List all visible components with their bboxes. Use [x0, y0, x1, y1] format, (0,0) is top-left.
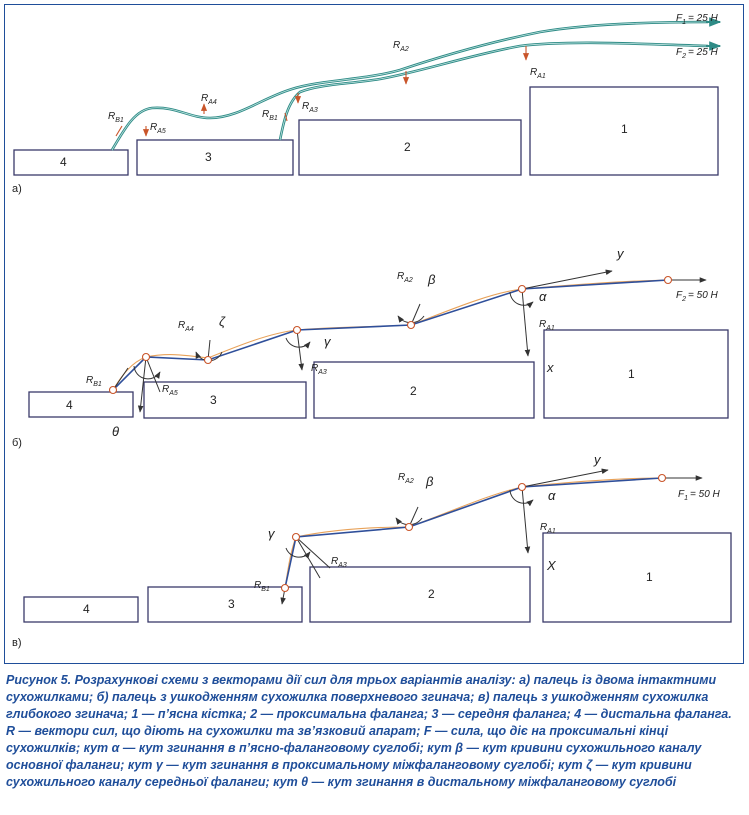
- joint-4-c: [519, 484, 526, 491]
- angle-theta-b: θ: [112, 424, 120, 439]
- bone-4-a: [14, 150, 128, 175]
- arc-alpha-b: [510, 292, 533, 305]
- bone-2-c: [310, 567, 530, 622]
- bone-label-3-a: 3: [205, 150, 212, 164]
- bone-label-1-a: 1: [621, 122, 628, 136]
- joint-7-b: [665, 277, 672, 284]
- bone-label-2-c: 2: [428, 587, 435, 601]
- axis-label-y-c: y: [594, 452, 601, 467]
- arc-gamma-c: [286, 548, 310, 557]
- label-ra1-a: $R_{A1}$: [530, 67, 546, 80]
- label-rb1-b: $R_{B1}$: [86, 375, 102, 388]
- joint-3-b: [205, 357, 212, 364]
- joint-2-b: [143, 354, 150, 361]
- label-rb1-middle-a: $R_{B1}$: [262, 109, 278, 122]
- panel-tag-a: а): [12, 183, 22, 195]
- label-ra2-c: $R_{A2}$: [398, 472, 414, 485]
- joint-1-b: [110, 387, 117, 394]
- bone-label-4-c: 4: [83, 602, 90, 616]
- joint-3-c: [406, 524, 413, 531]
- bone-label-3-c: 3: [228, 597, 235, 611]
- panel-c: [12, 452, 731, 649]
- force-label-f1-c: $F_1 = 50$ Н: [678, 489, 720, 502]
- bone-1-c: [543, 533, 731, 622]
- bone-1-b: [544, 330, 728, 418]
- vector-ra3-b: [297, 330, 302, 370]
- panel-b: [12, 246, 728, 449]
- joint-5-b: [408, 322, 415, 329]
- joint-2-c: [293, 534, 300, 541]
- force-label-f2-a: $F_2 = 25$ Н: [676, 47, 718, 60]
- angle-zeta-b: ζ: [219, 314, 226, 329]
- bone-label-2-a: 2: [404, 140, 411, 154]
- label-rb1-distal-a: $R_{B1}$: [108, 111, 124, 124]
- axis-x-b: [522, 289, 528, 356]
- axis-label-x-c: X: [547, 558, 556, 573]
- angle-gamma-b: γ: [324, 334, 331, 349]
- bone-3-c: [148, 587, 302, 622]
- label-ra5-b: $R_{A5}$: [162, 384, 178, 397]
- bone-label-3-b: 3: [210, 393, 217, 407]
- joint-1-c: [282, 585, 289, 592]
- joint-5-c: [659, 475, 666, 482]
- bone-2-b: [314, 362, 534, 418]
- arc-alpha-c: [510, 490, 533, 503]
- joint-4-b: [294, 327, 301, 334]
- figure-caption: Рисунок 5. Розрахункові схеми з векторами дії сил для трьох варіантів аналізу: а) палець із двома інтактними сухожилками; б) палець з ушкодженням сухожилка поверхневого згинача; в) палець з ушкодженням сухожилка глибокого згинача; 1 — п’ясна кістка; 2 — проксимальна фаланга; 3 — середня фаланга; 4 — дистальна фаланга. R — вектори сил, що діють на сухожилки та зв’язковий апарат; F — сила, що діє на проксимальні кінці сухожилків; кут α — кут згинання в п’ясно-фаланговому суглобі; кут β — кут кривини сухожильного каналу основної фаланги; кут γ — кут згинання в проксимальному міжфаланговому суглобі; кут ζ — кут кривини сухожильного каналу середньої фаланги; кут θ — кут згинання в дистальному міжфаланговому суглобі: [6, 673, 732, 789]
- label-ra2-a: $R_{A2}$: [393, 40, 409, 53]
- force-label-f1-a: $F_1 = 25$ Н: [676, 13, 718, 26]
- angle-gamma-c: γ: [268, 526, 275, 541]
- axis-label-y-b: y: [617, 246, 624, 261]
- label-ra1-c: $R_{A1}$: [540, 522, 556, 535]
- label-rb1-c: $R_{B1}$: [254, 580, 270, 593]
- joint-6-b: [519, 286, 526, 293]
- bone-4-b: [29, 392, 133, 417]
- bone-label-4-b: 4: [66, 398, 73, 412]
- bone-label-2-b: 2: [410, 384, 417, 398]
- label-ra3-b: $R_{A3}$: [311, 363, 327, 376]
- axis-label-x-b: x: [547, 360, 554, 375]
- bone-4-c: [24, 597, 138, 622]
- bone-label-1-c: 1: [646, 570, 653, 584]
- panel-tag-c: в): [12, 637, 22, 649]
- bone-label-1-b: 1: [628, 367, 635, 381]
- arc-theta-b: [134, 366, 160, 379]
- label-ra1-b: $R_{A1}$: [539, 319, 555, 332]
- angle-alpha-c: α: [548, 488, 556, 503]
- label-ra5-a: $R_{A5}$: [150, 122, 166, 135]
- angle-beta-c: β: [426, 474, 434, 489]
- label-ra3-a: $R_{A3}$: [302, 101, 318, 114]
- label-ra3-c: $R_{A3}$: [331, 556, 347, 569]
- angle-beta-b: β: [428, 272, 436, 287]
- panel-a: [12, 13, 720, 195]
- angle-alpha-b: α: [539, 289, 547, 304]
- label-ra2-b: $R_{A2}$: [397, 271, 413, 284]
- label-ra4-b: $R_{A4}$: [178, 320, 194, 333]
- force-label-f2-b: $F_2 = 50$ Н: [676, 290, 718, 303]
- axis-x-c: [522, 487, 528, 553]
- bone-3-a: [137, 140, 293, 175]
- panel-tag-b: б): [12, 437, 22, 449]
- vector-ra3-c: [296, 537, 330, 568]
- bone-label-4-a: 4: [60, 155, 67, 169]
- label-ra4-a: $R_{A4}$: [201, 93, 217, 106]
